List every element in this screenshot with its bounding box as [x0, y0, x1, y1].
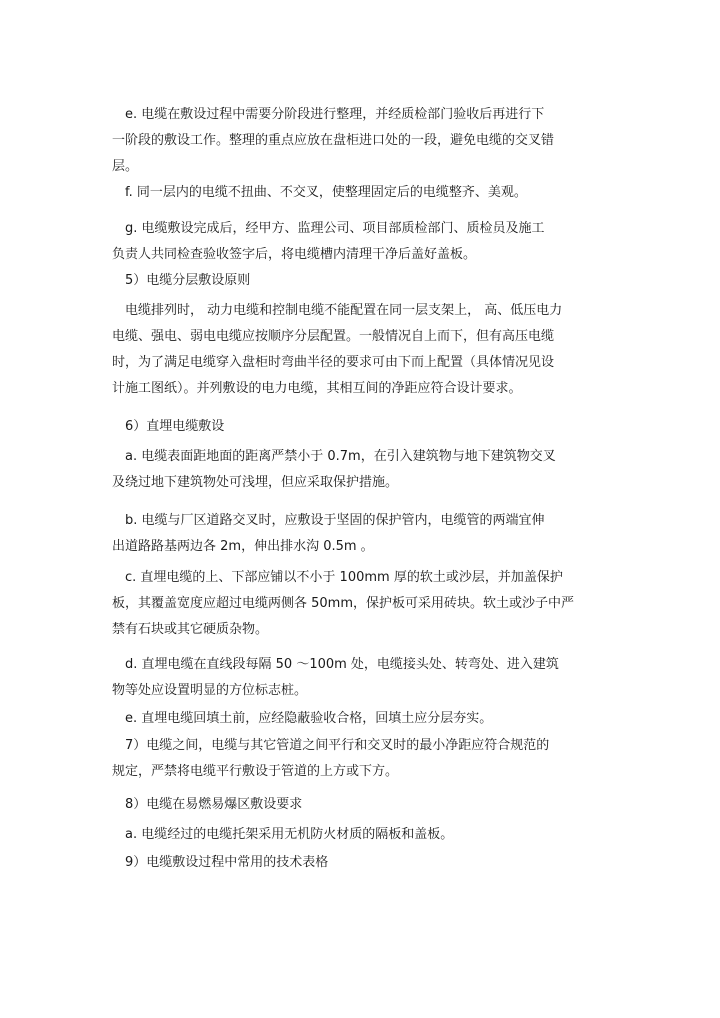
paragraph-item-6e: [112, 706, 612, 732]
paragraph-item-e-sorting: [112, 102, 612, 180]
text-line: 层。: [112, 159, 139, 174]
text-line: 时，为了满足电缆穿入盘柜时弯曲半径的要求可由下而上配置（具体情况见设: [112, 355, 555, 370]
text-line: 物等处应设置明显的方位标志桩。: [112, 683, 308, 698]
text-line: 及绕过地下建筑物处可浅埋，但应采取保护措施。: [112, 475, 399, 490]
paragraph-item-6b: [112, 508, 612, 560]
text-line: 负责人共同检查验收签字后，将电缆槽内清理干净后盖好盖板。: [112, 247, 477, 262]
text-line: c. 直埋电缆的上、下部应铺以不小于 100mm 厚的软土或沙层，并加盖保护: [112, 570, 563, 585]
text-line: 禁有石块或其它硬质杂物。: [112, 622, 269, 637]
text-line: e. 电缆在敷设过程中需要分阶段进行整理，并经质检部门验收后再进行下: [112, 107, 545, 122]
section-heading-8: [112, 792, 612, 818]
heading-text: 5）电缆分层敷设原则: [112, 273, 251, 288]
text-line: a. 电缆经过的电缆托架采用无机防火材质的隔板和盖板。: [112, 827, 454, 842]
section-heading-6: [112, 414, 612, 440]
section-heading-7: [112, 733, 612, 785]
text-line: 板，其覆盖宽度应超过电缆两侧各 50mm，保护板可采用砖块。软土或沙子中严: [112, 596, 575, 611]
text-line: 一阶段的敷设工作。整理的重点应放在盘柜进口处的一段，避免电缆的交叉错: [112, 133, 555, 148]
section-heading-5: [112, 268, 612, 294]
text-line: 规定，严禁将电缆平行敷设于管道的上方或下方。: [112, 764, 399, 779]
paragraph-item-6d: [112, 652, 612, 704]
text-line: g. 电缆敷设完成后，经甲方、监理公司、项目部质检部门、质检员及施工: [112, 221, 545, 236]
paragraph-item-f-layer: [112, 180, 612, 206]
text-line: 出道路路基两边各 2m，伸出排水沟 0.5m 。: [112, 539, 374, 554]
paragraph-item-6c: [112, 565, 612, 643]
text-line: e. 直埋电缆回填土前，应经隐蔽验收合格，回填土应分层夯实。: [112, 711, 493, 726]
paragraph-item-6a: [112, 444, 612, 496]
heading-text: 7）电缆之间，电缆与其它管道之间平行和交叉时的最小净距应符合规范的: [112, 738, 550, 753]
heading-text: 6）直埋电缆敷设: [112, 419, 225, 434]
heading-text: 9）电缆敷设过程中常用的技术表格: [112, 855, 329, 870]
text-line: f. 同一层内的电缆不扭曲、不交叉，使整理固定后的电缆整齐、美观。: [112, 185, 527, 200]
heading-text: 8）电缆在易燃易爆区敷设要求: [112, 797, 303, 812]
text-line: d. 直埋电缆在直线段每隔 50 ～100m 处，电缆接头处、转弯处、进入建筑: [112, 657, 559, 672]
text-line: 计施工图纸）。并列敷设的电力电缆，其相互间的净距应符合设计要求。: [112, 381, 522, 396]
text-line: b. 电缆与厂区道路交叉时，应敷设于坚固的保护管内，电缆管的两端宜伸: [112, 513, 545, 528]
text-line: a. 电缆表面距地面的距离严禁小于 0.7m，在引入建筑物与地下建筑物交叉: [112, 449, 556, 464]
text-line: 电缆、强电、弱电电缆应按顺序分层配置。一般情况自上而下，但有高压电缆: [112, 329, 555, 344]
text-line: 电缆排列时， 动力电缆和控制电缆不能配置在同一层支架上， 高、低压电力: [112, 303, 563, 318]
section-heading-9: [112, 850, 612, 876]
paragraph-layering-principle: [112, 298, 612, 402]
paragraph-item-8a: [112, 822, 612, 848]
paragraph-item-g-acceptance: [112, 216, 612, 268]
